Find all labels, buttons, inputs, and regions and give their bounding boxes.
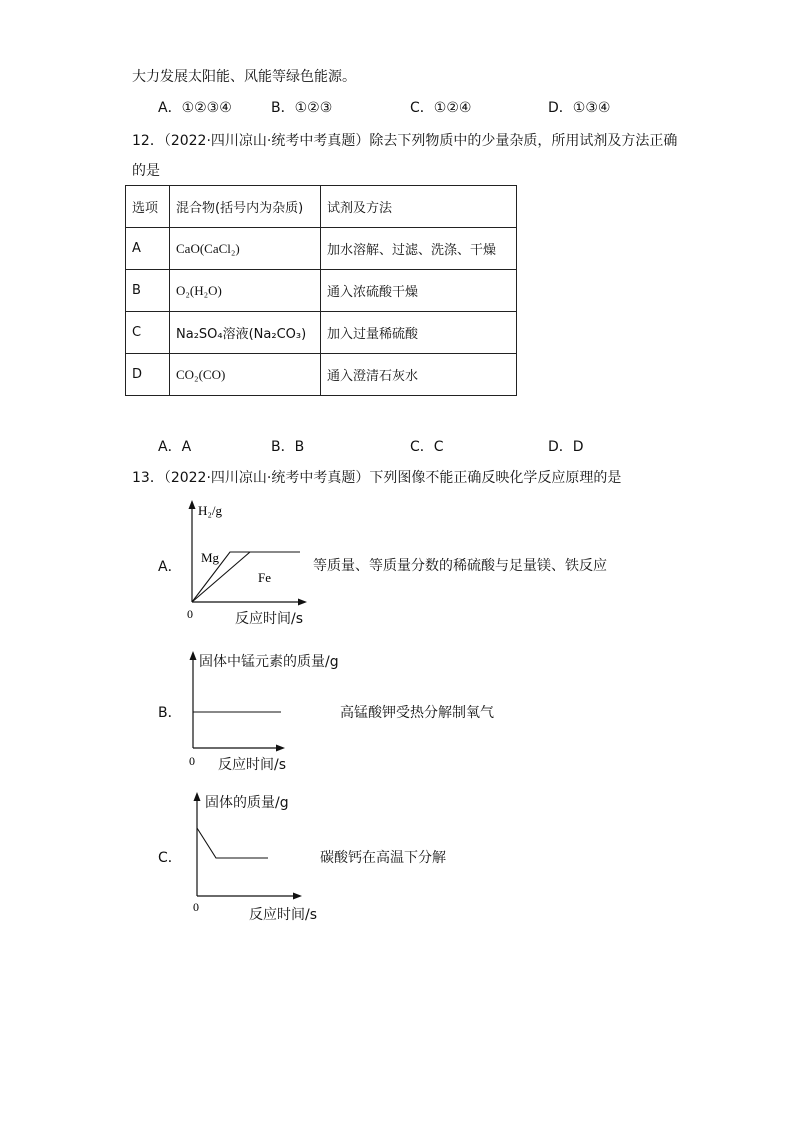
graph-b-y-arrow: [190, 651, 197, 660]
table-cell: D: [126, 354, 170, 396]
q13-option-a-label: A．: [158, 559, 182, 575]
graph-b-ylabel: 固体中锰元素的质量/g: [199, 654, 339, 670]
graph-a-origin: 0: [187, 607, 193, 621]
table-cell: Na₂SO₄溶液(Na₂CO₃): [170, 312, 321, 354]
graph-a-x-arrow: [298, 599, 307, 606]
graph-a-xlabel: 反应时间/s: [235, 611, 304, 627]
table-header-cell: 试剂及方法: [321, 186, 517, 228]
graph-b-x-arrow: [276, 745, 285, 752]
q12-option-b: B．B: [271, 439, 305, 455]
prev-option-c: C．①②④: [410, 100, 472, 116]
q13-option-c-label: C．: [158, 850, 182, 866]
q12-options: [0, 436, 794, 456]
q13-stem: 13．（2022·四川凉山·统考中考真题）下列图像不能正确反映化学反应原理的是: [132, 470, 622, 486]
graph-c-ylabel: 固体的质量/g: [205, 795, 289, 811]
q12-stem-line2: 的是: [132, 163, 160, 179]
table-cell: A: [126, 228, 170, 270]
graph-c-y-arrow: [194, 792, 201, 801]
q12-option-d: D．D: [548, 439, 584, 455]
table-row: [126, 312, 517, 354]
graph-c-line: [197, 828, 268, 858]
table-header-cell: 选项: [126, 186, 170, 228]
prev-options: [0, 97, 794, 117]
graph-c-xlabel: 反应时间/s: [249, 907, 318, 923]
q12-option-c: C．C: [410, 439, 444, 455]
table-header-cell: 混合物(括号内为杂质): [170, 186, 321, 228]
graph-b-xlabel: 反应时间/s: [218, 757, 287, 773]
graph-a-ylabel: H₂/g: [198, 503, 223, 518]
table-cell: 通入澄清石灰水: [321, 354, 517, 396]
prev-option-d: D．①③④: [548, 100, 611, 116]
q12-table: [125, 185, 517, 396]
table-row: [126, 228, 517, 270]
table-cell: 通入浓硫酸干燥: [321, 270, 517, 312]
q12-option-a: A．A: [158, 439, 192, 455]
table-cell: CO₂(CO): [170, 354, 321, 396]
graph-c-origin: 0: [193, 900, 199, 914]
q12-stem-line1: 12．（2022·四川凉山·统考中考真题）除去下列物质中的少量杂质，所用试剂及方法正确: [132, 133, 678, 149]
table-row: [126, 354, 517, 396]
table-cell: 加水溶解、过滤、洗涤、干燥: [321, 228, 517, 270]
table-cell: 加入过量稀硫酸: [321, 312, 517, 354]
prev-question-line: 大力发展太阳能、风能等绿色能源。: [132, 69, 356, 85]
table-cell: O₂(H₂O): [170, 270, 321, 312]
graph-c-x-arrow: [293, 893, 302, 900]
table-cell: CaO(CaCl₂): [170, 228, 321, 270]
table-header-row: [126, 186, 517, 228]
table-cell: B: [126, 270, 170, 312]
graph-a-description: 等质量、等质量分数的稀硫酸与足量镁、铁反应: [313, 558, 607, 574]
prev-option-a: A．①②③④: [158, 100, 232, 116]
graph-a-mg-label: Mg: [201, 550, 220, 565]
table-row: [126, 270, 517, 312]
graph-a-fe-label: Fe: [258, 570, 271, 585]
graph-a-y-arrow: [189, 500, 196, 509]
table-cell: C: [126, 312, 170, 354]
q13-option-b-label: B．: [158, 705, 182, 721]
graph-b-description: 高锰酸钾受热分解制氧气: [340, 705, 494, 721]
graph-c-description: 碳酸钙在高温下分解: [320, 850, 446, 866]
prev-option-b: B．①②③: [271, 100, 333, 116]
graph-b-origin: 0: [189, 754, 195, 768]
